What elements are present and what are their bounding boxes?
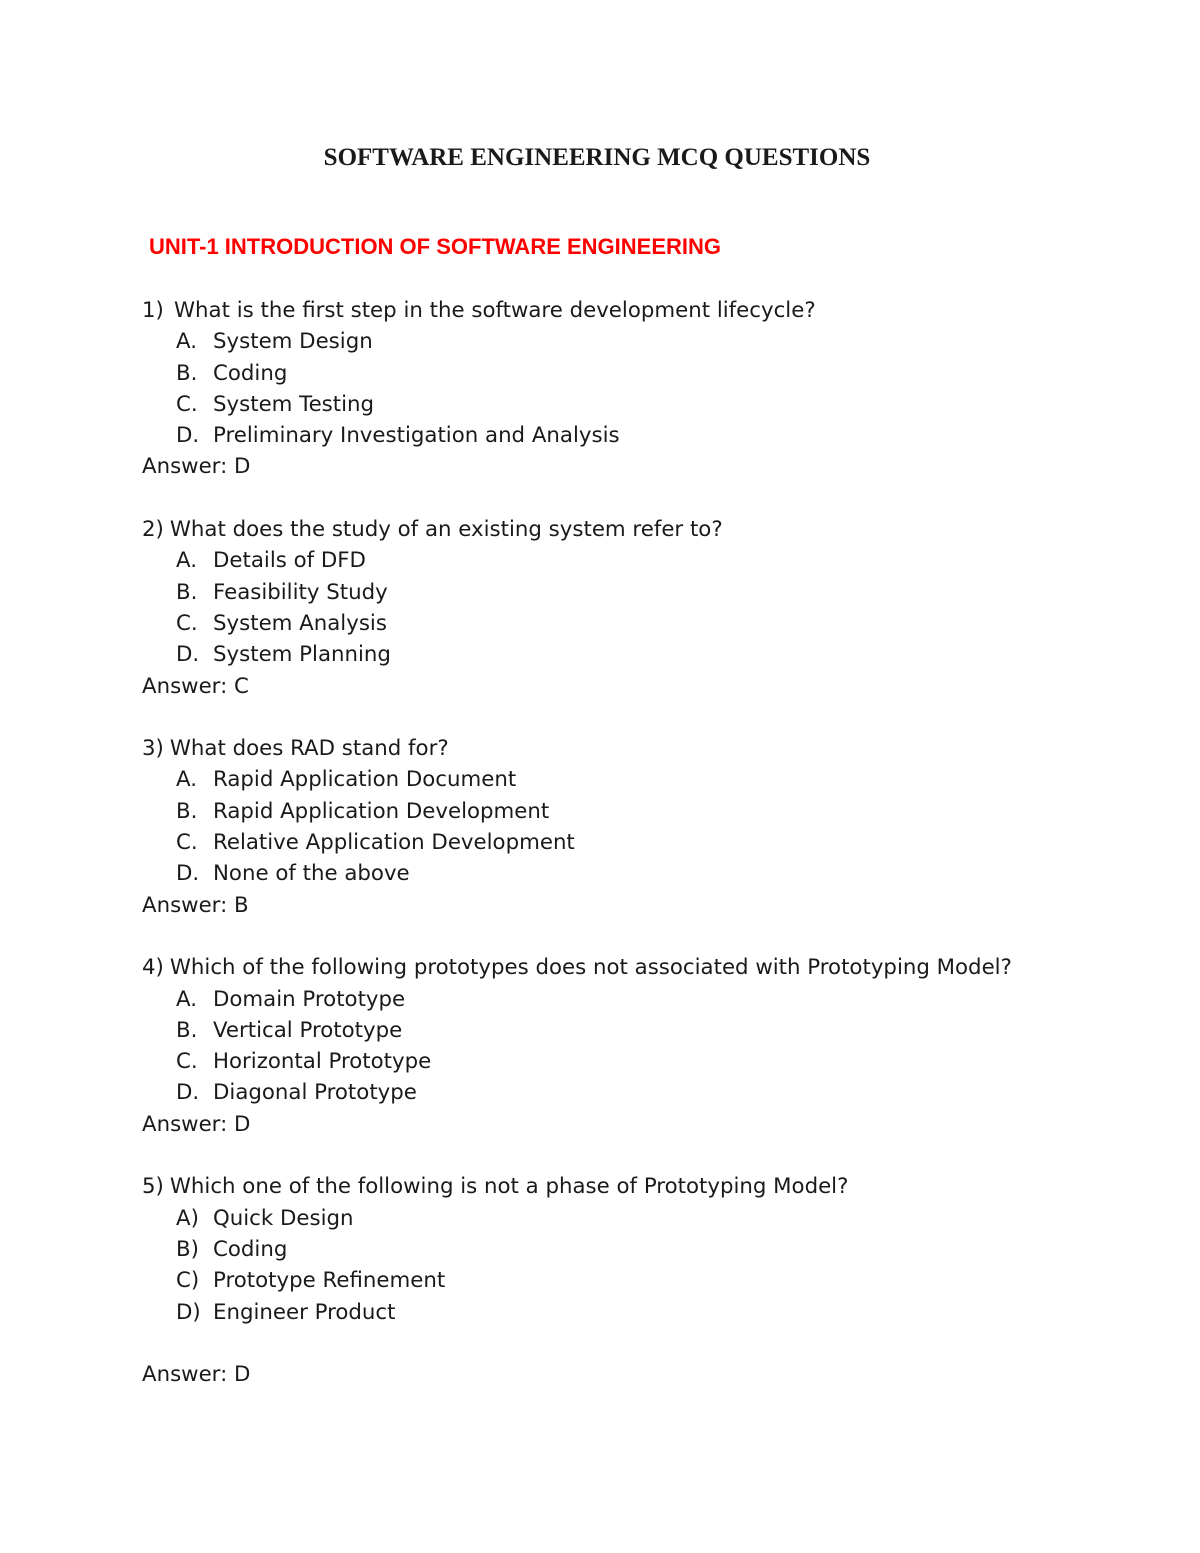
option-text: Prototype Refinement — [213, 1268, 446, 1294]
option-d — [176, 639, 1142, 670]
option-b — [176, 1234, 1142, 1265]
question-prompt: What does the study of an existing system refer to? — [169, 517, 723, 543]
option-b — [176, 1015, 1142, 1046]
question-text — [142, 295, 1142, 326]
question-text — [142, 514, 1142, 545]
answer-line: Answer: B — [142, 892, 249, 918]
question-1 — [142, 295, 1142, 483]
option-text: Details of DFD — [213, 548, 366, 574]
option-list — [142, 1203, 1142, 1328]
option-d — [176, 420, 1142, 451]
option-c — [176, 608, 1142, 639]
option-letter: A. — [176, 767, 197, 793]
question-number: 1) — [142, 298, 164, 323]
option-text: Feasibility Study — [213, 579, 388, 605]
option-b — [176, 577, 1142, 608]
question-text — [142, 952, 1142, 983]
question-text — [142, 1171, 1142, 1202]
answer-line: Answer: C — [142, 673, 249, 699]
option-list — [142, 326, 1142, 451]
option-letter: D. — [176, 861, 200, 887]
option-letter: B. — [176, 798, 198, 824]
option-letter: B. — [176, 360, 198, 386]
option-a — [176, 326, 1142, 357]
option-letter: C. — [176, 830, 198, 856]
question-text — [142, 733, 1142, 764]
question-number: 3) — [142, 736, 164, 762]
option-letter: A. — [176, 329, 197, 355]
option-letter: A. — [176, 986, 197, 1012]
question-number: 2) — [142, 517, 164, 543]
option-a — [176, 984, 1142, 1015]
option-c — [176, 1265, 1142, 1296]
answer-line: Answer: D — [142, 1362, 251, 1388]
question-2 — [142, 514, 1142, 702]
option-text: System Planning — [213, 642, 391, 668]
answer-line: Answer: D — [142, 454, 251, 480]
option-text: Rapid Application Document — [213, 767, 517, 793]
option-letter: C. — [176, 610, 198, 636]
option-text: Coding — [213, 360, 288, 386]
option-b — [176, 796, 1142, 827]
question-prompt: Which one of the following is not a phase of Prototyping Model? — [169, 1174, 849, 1200]
option-c — [176, 1046, 1142, 1077]
question-prompt: Which of the following prototypes does not associated with Prototyping Model? — [169, 955, 1012, 981]
answer-line: Answer: D — [142, 1111, 251, 1137]
option-letter: C) — [176, 1268, 200, 1294]
question-5 — [142, 1171, 1142, 1390]
option-list — [142, 545, 1142, 670]
option-text: System Testing — [213, 391, 375, 417]
option-text: Rapid Application Development — [213, 798, 550, 824]
question-number: 4) — [142, 955, 164, 981]
option-letter: C. — [176, 391, 198, 417]
option-a — [176, 545, 1142, 576]
option-letter: D. — [176, 423, 200, 449]
unit-heading: UNIT-1 INTRODUCTION OF SOFTWARE ENGINEERING — [149, 234, 722, 259]
option-text: Quick Design — [213, 1205, 354, 1231]
option-list — [142, 764, 1142, 889]
option-text: Vertical Prototype — [213, 1017, 403, 1043]
option-text: System Design — [213, 329, 373, 355]
option-text: System Analysis — [213, 610, 387, 636]
option-letter: B. — [176, 1017, 198, 1043]
question-4 — [142, 952, 1142, 1140]
option-letter: A) — [176, 1205, 199, 1231]
option-letter: B) — [176, 1236, 199, 1262]
option-d — [176, 858, 1142, 889]
option-letter: D. — [176, 642, 200, 668]
option-letter: C. — [176, 1049, 198, 1075]
question-list — [142, 295, 1142, 1390]
document-title: SOFTWARE ENGINEERING MCQ QUESTIONS — [323, 144, 871, 171]
question-prompt: What does RAD stand for? — [169, 736, 449, 762]
option-letter: D) — [176, 1299, 201, 1325]
option-d — [176, 1297, 1142, 1328]
option-text: Horizontal Prototype — [213, 1049, 432, 1075]
option-text: None of the above — [213, 861, 410, 887]
option-text: Coding — [213, 1236, 288, 1262]
question-prompt: What is the first step in the software development lifecycle? — [174, 298, 816, 323]
option-letter: B. — [176, 579, 198, 605]
option-text: Preliminary Investigation and Analysis — [213, 423, 620, 449]
option-b — [176, 358, 1142, 389]
option-a — [176, 764, 1142, 795]
option-text: Diagonal Prototype — [213, 1080, 417, 1106]
option-a — [176, 1203, 1142, 1234]
option-list — [142, 984, 1142, 1109]
option-c — [176, 827, 1142, 858]
option-text: Relative Application Development — [213, 830, 575, 856]
option-text: Domain Prototype — [213, 986, 406, 1012]
option-letter: A. — [176, 548, 197, 574]
question-number: 5) — [142, 1174, 164, 1200]
option-c — [176, 389, 1142, 420]
option-d — [176, 1077, 1142, 1108]
option-letter: D. — [176, 1080, 200, 1106]
option-text: Engineer Product — [213, 1299, 396, 1325]
question-3 — [142, 733, 1142, 921]
